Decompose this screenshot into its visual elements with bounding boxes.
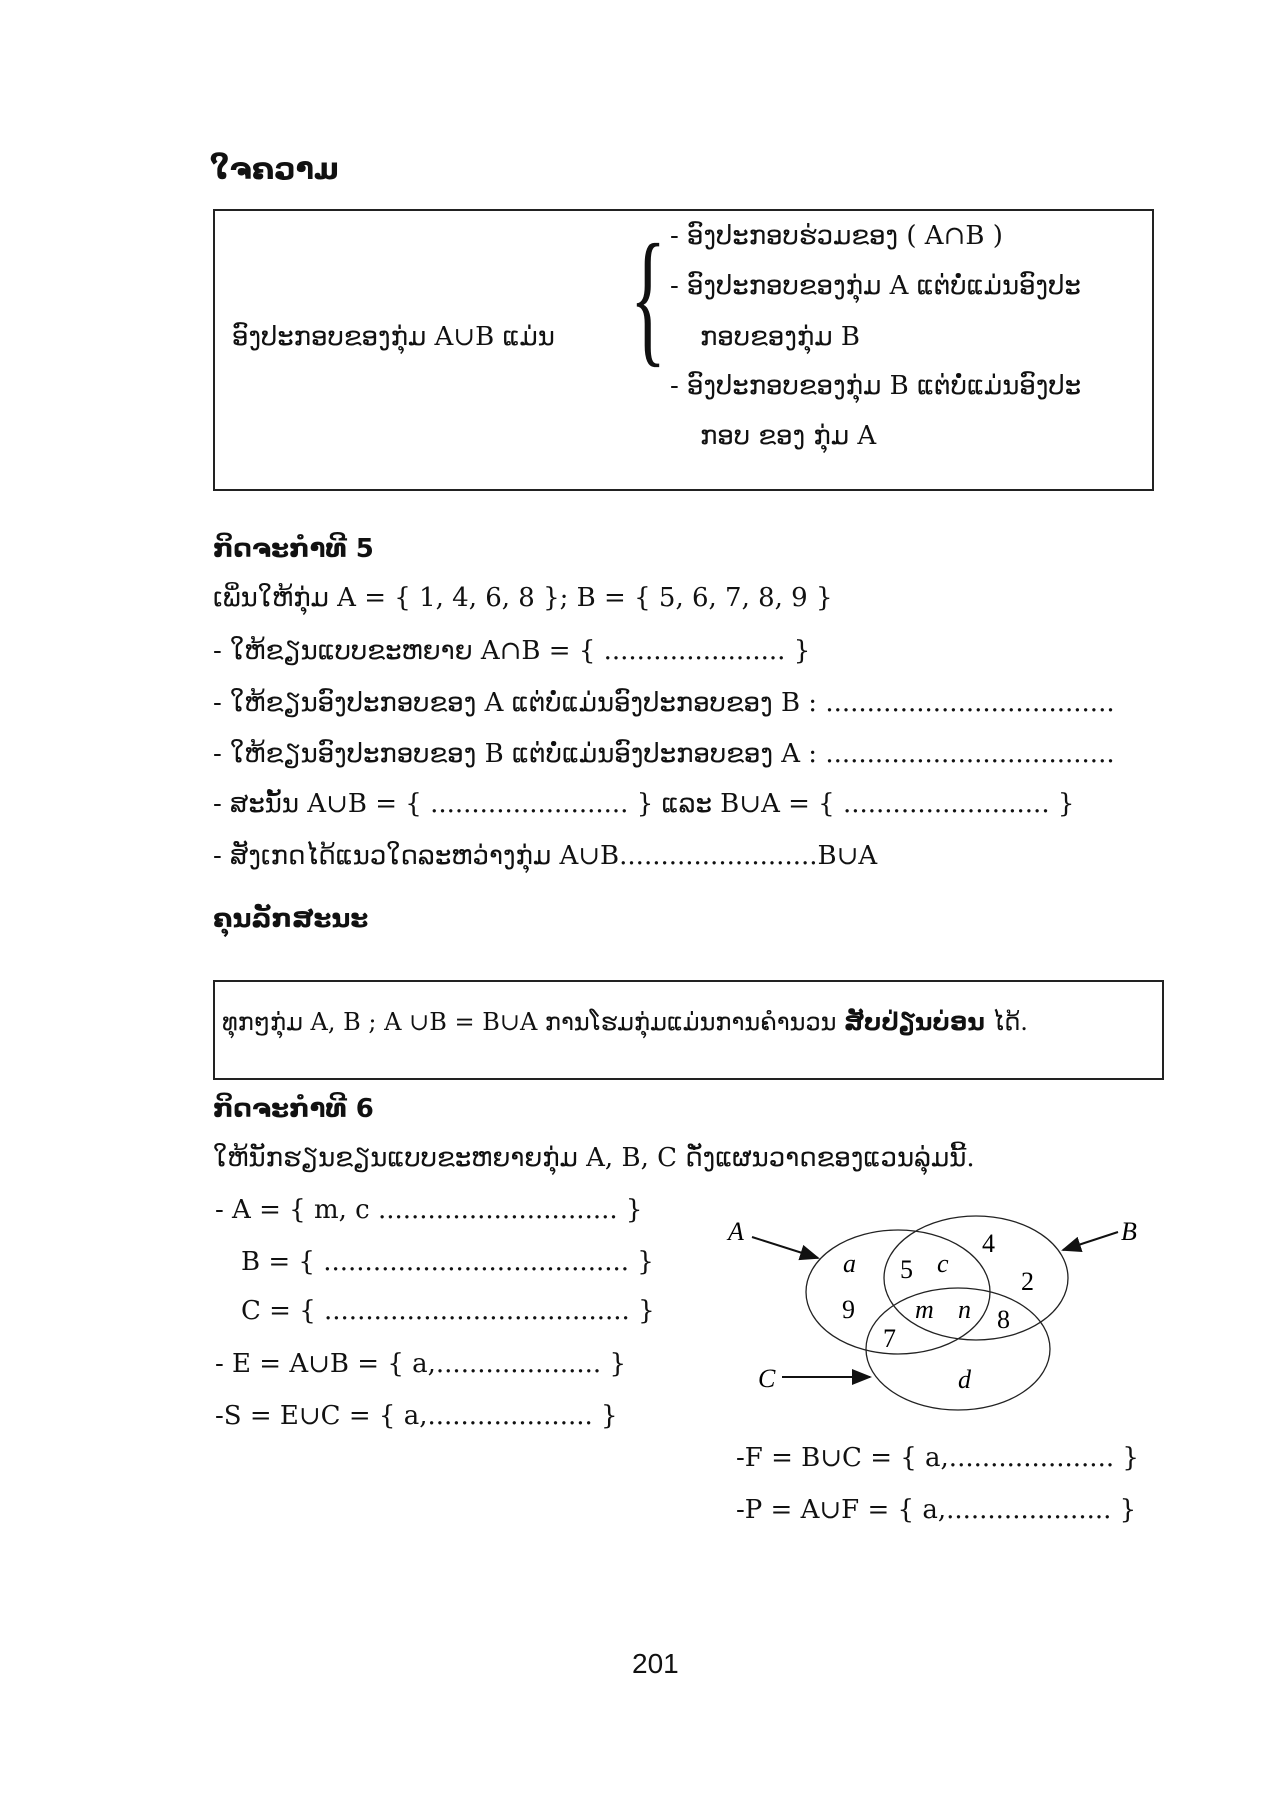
summary-item: ກອບຂອງກຸ່ມ B <box>700 322 860 352</box>
activity6-heading: ກິດຈະກຳທີ 6 <box>213 1094 374 1124</box>
venn-element: 9 <box>842 1295 855 1324</box>
venn-element: d <box>958 1365 971 1394</box>
venn-element: a <box>843 1249 856 1278</box>
activity5-line: - ສັງເກດໄດ້ແນວໃດລະຫວ່າງກຸ່ມ A∪B........................B∪A <box>213 841 878 871</box>
activity5-line: - ໃຫ້ຂຽນແບບຂະຫຍາຍ A∩B = { ...................... } <box>213 636 811 666</box>
summary-item: ກອບ ຂອງ ກຸ່ມ A <box>700 421 877 451</box>
activity5-line: ເພິ່ນໃຫ້ກຸ່ມ A = { 1, 4, 6, 8 }; B = { 5, 6, 7, 8, 9 } <box>213 583 833 613</box>
venn-label-a: A <box>728 1217 744 1246</box>
activity5-line: - ໃຫ້ຂຽນອົງປະກອບຂອງ A ແຕ່ບໍ່ແມ່ນອົງປະກອບຂອງ B : ................................... <box>213 688 1115 718</box>
activity5-line: - ສະນັ້ນ A∪B = { ........................ } ແລະ B∪A = { ......................... } <box>213 789 1075 819</box>
activity6-instruction: ໃຫ້ນັກຮຽນຂຽນແບບຂະຫຍາຍກຸ່ມ A, B, C ດັ່ງແຜນວາດຂອງແວນລຸ່ມນີ້. <box>213 1143 975 1173</box>
activity6-line: - A = { m, c ............................. } <box>215 1195 643 1225</box>
property-tail: ໄດ້. <box>984 1008 1028 1036</box>
summary-item: - ອົງປະກອບຮ່ວມຂອງ ( A∩B ) <box>670 221 1003 251</box>
activity5-line: - ໃຫ້ຂຽນອົງປະກອບຂອງ B ແຕ່ບໍ່ແມ່ນອົງປະກອບຂອງ A : ................................... <box>213 739 1115 769</box>
arrow-b <box>1063 1232 1118 1250</box>
activity6-line: B = { ..................................... } <box>241 1247 654 1277</box>
venn-element: c <box>937 1249 949 1278</box>
venn-element: 4 <box>982 1229 995 1258</box>
venn-element: m <box>915 1295 934 1324</box>
curly-brace: { <box>630 214 666 380</box>
venn-label-b: B <box>1121 1217 1137 1246</box>
venn-element: 5 <box>900 1255 913 1284</box>
venn-element: 8 <box>997 1305 1010 1334</box>
property-statement: ທຸກໆກຸ່ມ A, B ; A ∪B = B∪A ການໂຮມກຸ່ມແມ່ນການຄຳນວນ <box>222 1008 845 1036</box>
venn-element: n <box>958 1295 971 1324</box>
activity5-heading: ກິດຈະກຳທີ 5 <box>213 534 374 564</box>
property-bold-term: ສັບປ່ຽນບ່ອນ <box>844 1008 985 1036</box>
summary-left-text: ອົງປະກອບຂອງກຸ່ມ A∪B ແມ່ນ <box>232 322 555 352</box>
summary-item: - ອົງປະກອບຂອງກຸ່ມ A ແຕ່ບໍ່ແມ່ນອົງປະ <box>670 271 1081 301</box>
activity6-line: -P = A∪F = { a,.................... } <box>736 1495 1137 1525</box>
page-number: 201 <box>632 1648 679 1679</box>
activity6-line: - E = A∪B = { a,.................... } <box>215 1349 626 1379</box>
venn-label-c: C <box>758 1364 776 1393</box>
venn-element: 7 <box>883 1324 896 1353</box>
property-heading: ຄຸນລັກສະນະ <box>213 904 369 934</box>
summary-heading: ໃຈຄວາມ <box>210 152 340 187</box>
arrow-a <box>752 1237 818 1258</box>
activity6-line: -S = E∪C = { a,.................... } <box>215 1401 618 1431</box>
activity6-line: C = { ..................................... } <box>241 1296 655 1326</box>
venn-element: 2 <box>1021 1267 1034 1296</box>
activity6-line: -F = B∪C = { a,.................... } <box>736 1443 1139 1473</box>
summary-item: - ອົງປະກອບຂອງກຸ່ມ B ແຕ່ບໍ່ແມ່ນອົງປະ <box>670 371 1082 401</box>
venn-set-a <box>806 1230 990 1354</box>
